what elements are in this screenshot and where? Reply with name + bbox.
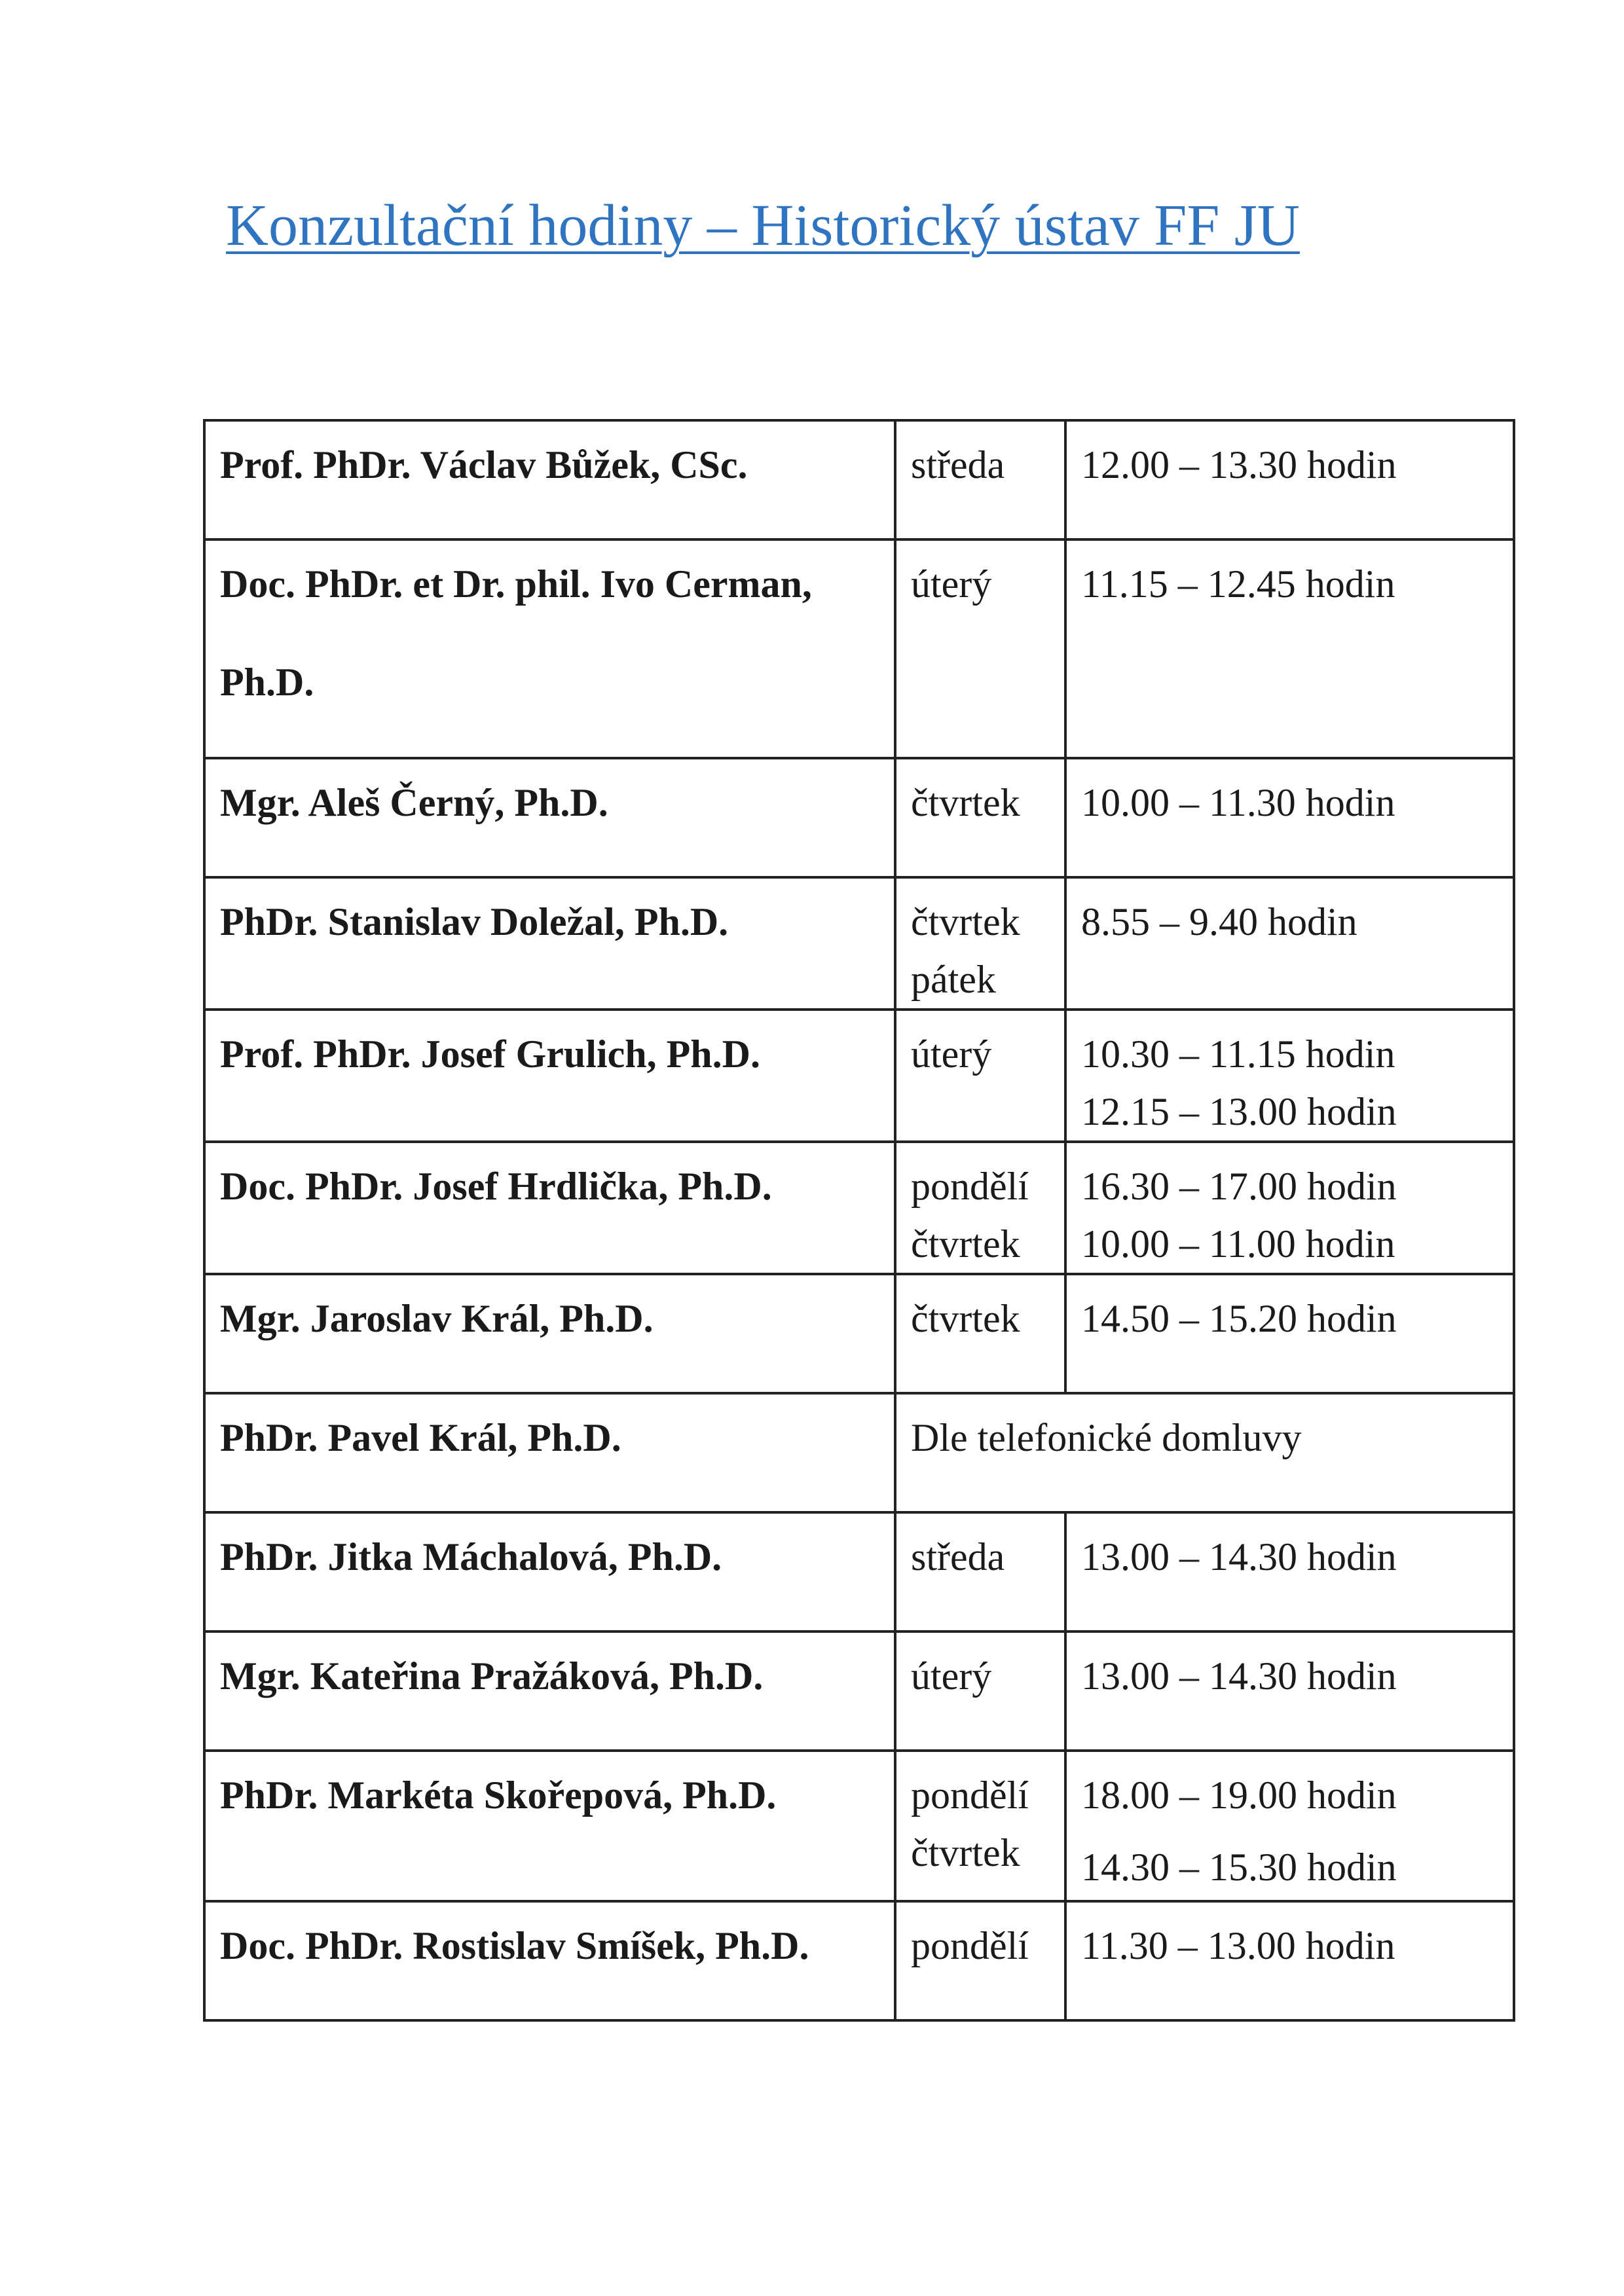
table-row <box>204 539 1514 758</box>
table-row <box>204 877 1514 1010</box>
consultation-day: čtvrtek pátek <box>895 877 1065 1010</box>
consultation-time: 11.15 – 12.45 hodin <box>1065 539 1514 758</box>
consultation-note: Dle telefonické domluvy <box>895 1393 1514 1512</box>
staff-name: PhDr. Pavel Král, Ph.D. <box>204 1393 895 1512</box>
consultation-time: 14.50 – 15.20 hodin <box>1065 1274 1514 1393</box>
staff-name: PhDr. Stanislav Doležal, Ph.D. <box>204 877 895 1010</box>
consultation-day: úterý <box>895 1010 1065 1142</box>
table-row <box>204 1751 1514 1901</box>
table-row <box>204 1393 1514 1512</box>
page-title: Konzultační hodiny – Historický ústav FF JU <box>226 193 1300 258</box>
table-row <box>204 1010 1514 1142</box>
consultation-day: pondělí čtvrtek <box>895 1751 1065 1901</box>
table-row <box>204 1631 1514 1751</box>
consultation-time: 12.00 – 13.30 hodin <box>1065 420 1514 539</box>
consultation-day: středa <box>895 1512 1065 1631</box>
consultation-day: pondělí <box>895 1901 1065 2020</box>
table-row <box>204 1142 1514 1274</box>
consultation-time: 18.00 – 19.00 hodin 14.30 – 15.30 hodin <box>1065 1751 1514 1901</box>
consultation-time: 10.00 – 11.30 hodin <box>1065 758 1514 877</box>
staff-name: Doc. PhDr. Josef Hrdlička, Ph.D. <box>204 1142 895 1274</box>
table-row <box>204 420 1514 539</box>
consultation-time: 8.55 – 9.40 hodin <box>1065 877 1514 1010</box>
staff-name: Mgr. Kateřina Pražáková, Ph.D. <box>204 1631 895 1751</box>
staff-name: Doc. PhDr. et Dr. phil. Ivo Cerman, Ph.D. <box>220 562 812 704</box>
staff-name: PhDr. Markéta Skořepová, Ph.D. <box>204 1751 895 1901</box>
table-row <box>204 1512 1514 1631</box>
staff-name: Prof. PhDr. Václav Bůžek, CSc. <box>204 420 895 539</box>
consultation-hours-table <box>203 419 1515 2022</box>
consultation-day: středa <box>895 420 1065 539</box>
consultation-day: čtvrtek <box>895 758 1065 877</box>
table-row <box>204 1274 1514 1393</box>
staff-name: PhDr. Jitka Máchalová, Ph.D. <box>204 1512 895 1631</box>
staff-name: Prof. PhDr. Josef Grulich, Ph.D. <box>204 1010 895 1142</box>
table-row <box>204 758 1514 877</box>
consultation-time: 16.30 – 17.00 hodin 10.00 – 11.00 hodin <box>1065 1142 1514 1274</box>
table-row <box>204 1901 1514 2020</box>
consultation-day: čtvrtek <box>895 1274 1065 1393</box>
consultation-time: 11.30 – 13.00 hodin <box>1065 1901 1514 2020</box>
staff-name: Doc. PhDr. Rostislav Smíšek, Ph.D. <box>204 1901 895 2020</box>
consultation-time: 13.00 – 14.30 hodin <box>1065 1631 1514 1751</box>
consultation-day: pondělí čtvrtek <box>895 1142 1065 1274</box>
staff-name: Mgr. Jaroslav Král, Ph.D. <box>204 1274 895 1393</box>
consultation-time: 13.00 – 14.30 hodin <box>1065 1512 1514 1631</box>
consultation-day: úterý <box>895 539 1065 758</box>
consultation-day: úterý <box>895 1631 1065 1751</box>
consultation-time: 10.30 – 11.15 hodin 12.15 – 13.00 hodin <box>1065 1010 1514 1142</box>
staff-name: Mgr. Aleš Černý, Ph.D. <box>204 758 895 877</box>
